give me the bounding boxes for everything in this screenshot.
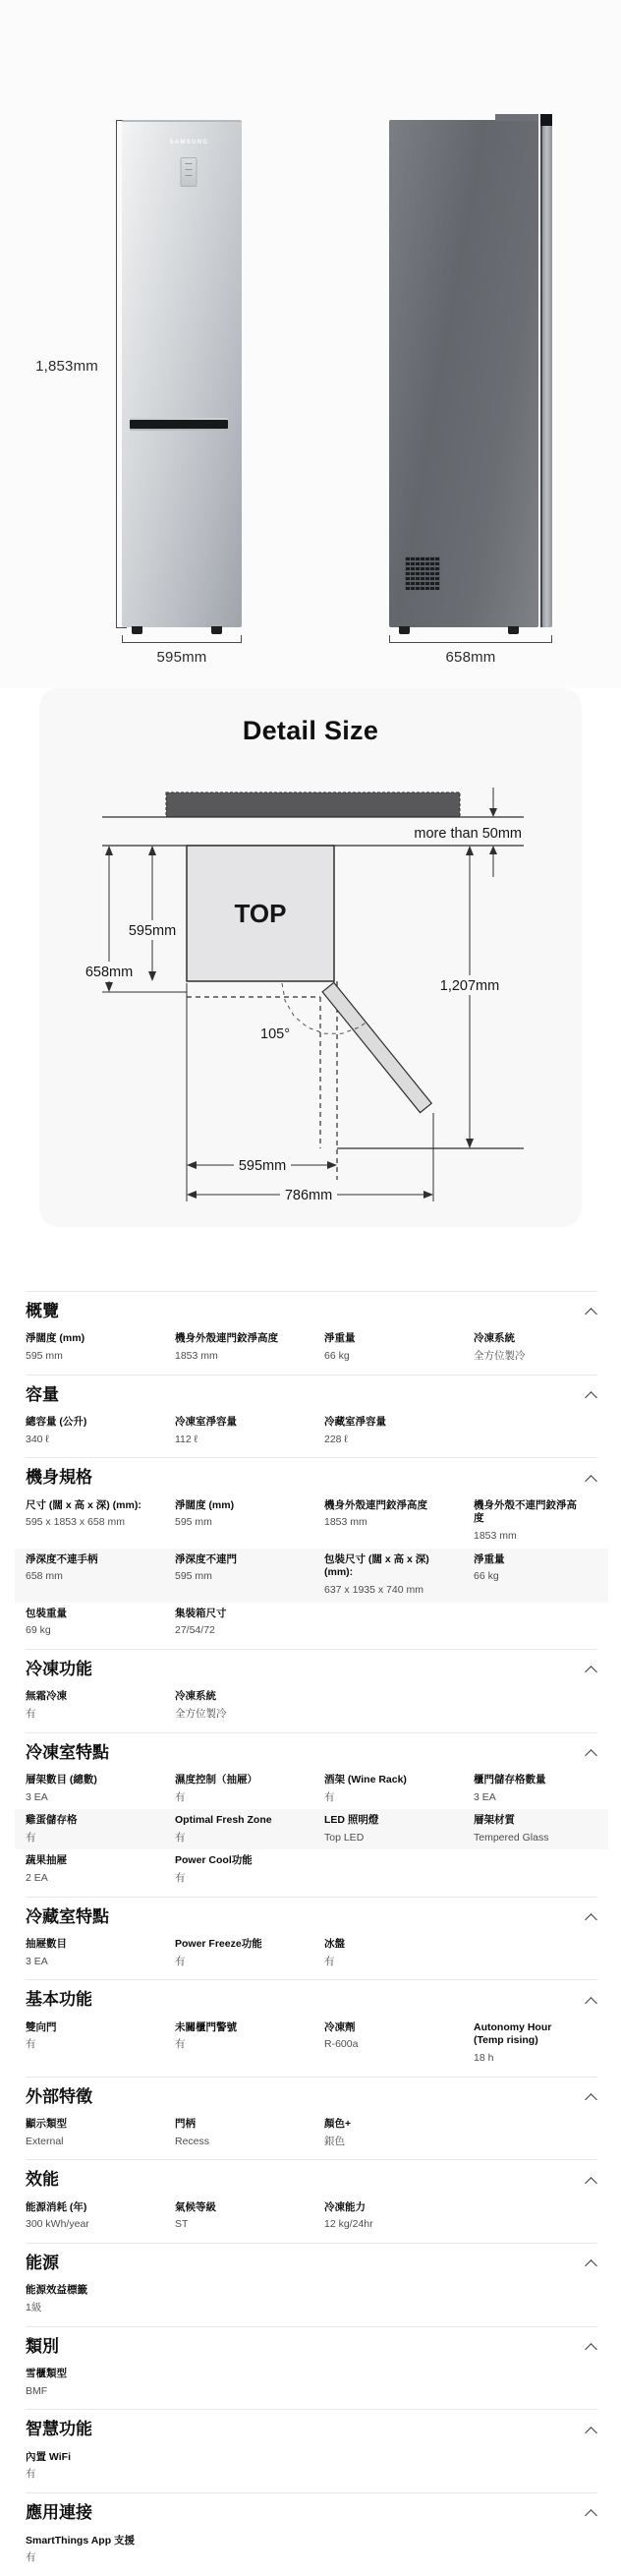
spec-row <box>15 1549 608 1603</box>
spec-row <box>26 1933 597 1973</box>
spec-item-value: 27/54/72 <box>175 1624 215 1637</box>
spec-item-label: Power Cool功能 <box>175 1854 253 1867</box>
chevron-up-icon[interactable] <box>585 2343 597 2356</box>
spec-item-value: 3 EA <box>26 1790 48 1803</box>
spec-item-value: 有 <box>175 1955 186 1967</box>
spec-section-12 <box>26 2492 597 2576</box>
spec-item-value: 有 <box>175 1872 186 1885</box>
spec-item-label: 雪櫃類型 <box>26 2368 67 2380</box>
spec-item <box>175 1608 324 1638</box>
spec-item-label: 雞蛋儲存格 <box>26 1814 78 1827</box>
spec-item-value: 18 h <box>474 2052 494 2065</box>
chevron-up-icon[interactable] <box>585 1308 597 1320</box>
vent-grille <box>405 556 440 590</box>
spec-section-title: 能源 <box>26 2254 59 2273</box>
spec-section-10 <box>26 2326 597 2410</box>
spec-item-value: 有 <box>324 1790 335 1803</box>
chevron-up-icon[interactable] <box>585 2259 597 2272</box>
spec-row <box>26 2017 597 2071</box>
spec-item-value: 有 <box>175 1790 186 1803</box>
spec-section-header[interactable] <box>26 2254 597 2273</box>
spec-row <box>26 2279 597 2319</box>
spec-item-value: 300 kWh/year <box>26 2218 89 2231</box>
spec-section-title: 智慧功能 <box>26 2420 92 2439</box>
spec-item-label: 包裝重量 <box>26 1607 67 1619</box>
door-hinge <box>540 114 552 126</box>
spec-row <box>26 1411 597 1451</box>
product-dimension-hero <box>0 0 621 688</box>
door-angle-label: 105° <box>260 1026 290 1042</box>
spec-row <box>26 2530 597 2570</box>
spec-item-value: 有 <box>175 2038 186 2051</box>
spec-item-value: 有 <box>26 2468 36 2481</box>
spec-section-5 <box>26 1897 597 1980</box>
spec-item-label: 淨深度不連門 <box>175 1552 237 1565</box>
spec-item-value: 1853 mm <box>474 1530 517 1543</box>
spec-item-label: 無霜冷凍 <box>26 1690 67 1703</box>
chevron-up-icon[interactable] <box>585 1666 597 1678</box>
spec-item <box>175 1553 324 1598</box>
spec-item <box>324 1553 474 1598</box>
spec-item-value: 有 <box>26 2038 36 2051</box>
spec-section-title: 應用連接 <box>26 2503 92 2523</box>
spec-section-header[interactable] <box>26 1660 597 1679</box>
spec-section-7 <box>26 2077 597 2160</box>
spec-section-header[interactable] <box>26 2170 597 2190</box>
samsung-logo: SAMSUNG <box>169 140 209 146</box>
spec-item-label: 層架數目 (總數) <box>26 1773 97 1786</box>
open-width-label: 595mm <box>238 1158 287 1174</box>
spec-section-title: 外部特徵 <box>26 2086 92 2106</box>
spec-item-value: Tempered Glass <box>474 1831 549 1844</box>
chevron-up-icon[interactable] <box>585 1749 597 1762</box>
spec-item <box>324 2021 474 2066</box>
spec-item-value: 12 kg/24hr <box>324 2218 373 2231</box>
spec-item-label: 尺寸 (闊 x 高 x 深) (mm): <box>26 1498 141 1511</box>
height-dimension-label: 1,853mm <box>35 358 98 375</box>
spec-item-label: LED 照明燈 <box>324 1814 379 1827</box>
spec-section-header[interactable] <box>26 2503 597 2523</box>
spec-item <box>175 1854 324 1885</box>
spec-item-label: 能源消耗 (年) <box>26 2200 87 2213</box>
spec-item-label: 淨重量 <box>474 1552 505 1565</box>
spec-item-label: 櫃門儲存格數量 <box>474 1773 546 1786</box>
spec-item-value: 有 <box>324 1955 335 1967</box>
spec-item <box>26 2368 175 2398</box>
spec-sections <box>26 1291 597 2576</box>
spec-section-header[interactable] <box>26 1302 597 1321</box>
spec-section-title: 類別 <box>26 2336 59 2356</box>
spec-item <box>474 1774 597 1804</box>
spec-item <box>324 1814 474 1844</box>
wall-bar <box>166 792 460 817</box>
spec-item <box>175 1814 324 1844</box>
hinge-cover <box>495 114 538 121</box>
spec-item-value: 全方位製冷 <box>474 1350 526 1363</box>
chevron-up-icon[interactable] <box>585 2427 597 2439</box>
clearance-label: more than 50mm <box>414 826 522 842</box>
detail-size-title: Detail Size <box>242 716 379 745</box>
installation-dimension-diagram <box>39 688 582 1227</box>
spec-item <box>175 1416 324 1446</box>
spec-item-label: 冷凍劑 <box>324 2020 356 2033</box>
spec-item-value: 69 kg <box>26 1624 51 1637</box>
spec-section-header[interactable] <box>26 1743 597 1763</box>
chevron-up-icon[interactable] <box>585 2177 597 2190</box>
swing-depth-label: 1,207mm <box>439 978 500 994</box>
spec-item <box>474 2021 597 2066</box>
spec-item-label: 淨重量 <box>324 1332 356 1345</box>
chevron-up-icon[interactable] <box>585 1997 597 2010</box>
spec-item <box>175 2118 324 2148</box>
total-width-label: 786mm <box>284 1188 333 1203</box>
spec-item-label: 蔬果抽屜 <box>26 1854 67 1867</box>
spec-item-value: 637 x 1935 x 740 mm <box>324 1583 423 1596</box>
spec-item <box>324 1938 474 1968</box>
spec-section-title: 概覽 <box>26 1302 59 1320</box>
spec-item-value: 銀色 <box>324 2135 345 2147</box>
spec-item-value: 全方位製冷 <box>175 1707 227 1720</box>
spec-item-value: External <box>26 2135 64 2147</box>
spec-item <box>26 2535 175 2565</box>
spec-item-value: 有 <box>26 1831 36 1844</box>
spec-section-header[interactable] <box>26 1907 597 1927</box>
spec-section-2 <box>26 1457 597 1649</box>
spec-section-11 <box>26 2409 597 2492</box>
spec-item <box>175 1938 324 1968</box>
spec-item <box>175 1499 324 1544</box>
chevron-up-icon[interactable] <box>585 1475 597 1488</box>
spec-item-label: 抽屜數目 <box>26 1938 67 1951</box>
spec-item-value: 595 mm <box>175 1516 212 1529</box>
spec-row <box>26 2363 597 2403</box>
spec-item-value: 1級 <box>26 2302 42 2314</box>
depth-658-label: 658mm <box>85 965 134 980</box>
spec-item <box>474 1332 597 1363</box>
spec-item <box>26 2284 175 2314</box>
spec-section-header[interactable] <box>26 1990 597 2010</box>
spec-item-value: 112 ℓ <box>175 1433 198 1445</box>
spec-item-label: 內置 WiFi <box>26 2450 71 2463</box>
spec-item-label: 機身外殼連門鉸淨高度 <box>324 1498 427 1511</box>
spec-item-value: 3 EA <box>474 1790 496 1803</box>
spec-section-header[interactable] <box>26 2087 597 2107</box>
spec-item <box>474 1499 597 1544</box>
fridge-front-view-image <box>122 120 242 627</box>
spec-row <box>26 1327 597 1368</box>
spec-item-value: BMF <box>26 2384 48 2397</box>
spec-item-value: 595 mm <box>175 1570 212 1583</box>
spec-item <box>324 2118 474 2148</box>
top-view-label: TOP <box>234 899 287 928</box>
spec-row <box>15 1809 608 1849</box>
spec-section-header[interactable] <box>26 1385 597 1405</box>
spec-section-title: 效能 <box>26 2170 59 2190</box>
spec-item <box>26 1332 175 1363</box>
spec-item <box>26 2201 175 2232</box>
spec-row <box>26 1603 597 1643</box>
spec-section-3 <box>26 1649 597 1732</box>
spec-item <box>324 1499 474 1544</box>
spec-item <box>324 1416 474 1446</box>
spec-item-label: 濕度控制（抽屜） <box>175 1773 257 1786</box>
spec-item-label: 雙向門 <box>26 2020 57 2033</box>
fridge-side-door-edge <box>540 120 552 627</box>
spec-row <box>26 2113 597 2153</box>
chevron-up-icon[interactable] <box>585 2093 597 2106</box>
fridge-side-view-image <box>389 120 538 627</box>
spec-item-label: 淨闊度 (mm) <box>26 1332 85 1345</box>
depth-dimension-bracket <box>389 635 552 643</box>
spec-item-value: 有 <box>26 1707 36 1720</box>
spec-item <box>26 1774 175 1804</box>
spec-item-label: 氣候等級 <box>175 2200 216 2213</box>
spec-row <box>26 1685 597 1726</box>
spec-item-value: 有 <box>175 1831 186 1844</box>
spec-item-label: SmartThings App 支援 <box>26 2534 136 2547</box>
spec-row <box>26 1494 597 1549</box>
spec-section-4 <box>26 1732 597 1897</box>
spec-item <box>26 1416 175 1446</box>
spec-item-value: ST <box>175 2218 189 2231</box>
spec-item <box>26 2451 175 2482</box>
spec-item <box>474 1814 597 1844</box>
spec-row <box>26 2196 597 2237</box>
spec-item-label: 集裝箱尺寸 <box>175 1607 227 1619</box>
spec-item <box>175 1332 324 1363</box>
spec-item <box>26 1938 175 1968</box>
width-dimension-label: 595mm <box>156 649 207 666</box>
spec-item-value: 658 mm <box>26 1570 63 1583</box>
spec-item-label: 冷凍系統 <box>175 1690 216 1703</box>
spec-section-header[interactable] <box>26 1468 597 1488</box>
spec-section-1 <box>26 1375 597 1458</box>
spec-item-label: 機身外殼不連門鉸淨高度 <box>474 1498 577 1525</box>
spec-item-value: 1853 mm <box>175 1350 218 1363</box>
spec-item-label: Autonomy Hour (Temp rising) <box>474 2020 552 2047</box>
spec-item-label: 能源效益標籤 <box>26 2284 87 2297</box>
spec-section-header[interactable] <box>26 2420 597 2439</box>
fridge-foot <box>132 626 142 634</box>
fridge-door-handle <box>130 420 228 429</box>
spec-item-label: Power Freeze功能 <box>175 1938 262 1951</box>
fridge-foot <box>508 626 519 634</box>
fridge-foot <box>211 626 222 634</box>
spec-section-title: 容量 <box>26 1384 59 1404</box>
spec-row <box>26 1849 597 1890</box>
spec-item-value: 3 EA <box>26 1955 48 1967</box>
spec-item-label: 淨深度不連手柄 <box>26 1552 98 1565</box>
detail-size-card <box>39 688 582 1227</box>
width-dimension-bracket <box>122 635 242 643</box>
spec-item-value: 595 mm <box>26 1350 63 1363</box>
depth-595-label: 595mm <box>128 923 177 939</box>
spec-item <box>474 1553 597 1598</box>
spec-section-header[interactable] <box>26 2337 597 2357</box>
spec-item <box>26 2021 175 2066</box>
chevron-up-icon[interactable] <box>585 1913 597 1926</box>
spec-item <box>175 1774 324 1804</box>
spec-section-title: 基本功能 <box>26 1990 92 2010</box>
spec-row <box>26 1769 597 1809</box>
spec-item <box>175 2021 324 2066</box>
spec-section-title: 冷凍功能 <box>26 1659 92 1678</box>
spec-item-value: 595 x 1853 x 658 mm <box>26 1516 125 1529</box>
fridge-display-panel <box>181 157 198 187</box>
spec-item-value: 66 kg <box>474 1570 499 1583</box>
spec-item-label: 冷凍能力 <box>324 2200 366 2213</box>
fridge-foot <box>399 626 410 634</box>
spec-item-label: 總容量 (公升) <box>26 1416 87 1429</box>
chevron-up-icon[interactable] <box>585 2509 597 2522</box>
spec-item <box>26 1499 175 1544</box>
spec-item-label: 未關櫃門警號 <box>175 2020 237 2033</box>
spec-item-label: 門柄 <box>175 2118 196 2131</box>
spec-section-8 <box>26 2159 597 2243</box>
spec-item-value: 2 EA <box>26 1872 48 1885</box>
spec-section-0 <box>26 1291 597 1375</box>
spec-section-6 <box>26 1979 597 2076</box>
depth-dimension-label: 658mm <box>445 649 496 666</box>
spec-item-value: 有 <box>26 2551 36 2564</box>
spec-section-title: 冷凍室特點 <box>26 1742 109 1762</box>
spec-item-label: Optimal Fresh Zone <box>175 1814 272 1827</box>
spec-item-value: 66 kg <box>324 1350 350 1363</box>
spec-item-label: 冷藏室淨容量 <box>324 1416 386 1429</box>
spec-section-9 <box>26 2243 597 2326</box>
spec-section-title: 機身規格 <box>26 1468 92 1488</box>
spec-item <box>26 1608 175 1638</box>
spec-item-label: 層架材質 <box>474 1814 515 1827</box>
spec-item-value: 340 ℓ <box>26 1433 49 1445</box>
spec-item-label: 機身外殼連門鉸淨高度 <box>175 1332 278 1345</box>
spec-item <box>26 1814 175 1844</box>
open-door <box>322 982 431 1112</box>
spec-item-label: 冰盤 <box>324 1938 345 1951</box>
spec-item <box>26 2118 175 2148</box>
spec-item-label: 淨闊度 (mm) <box>175 1498 235 1511</box>
spec-item-label: 酒架 (Wine Rack) <box>324 1773 407 1786</box>
spec-item <box>26 1854 175 1885</box>
spec-item-label: 包裝尺寸 (闊 x 高 x 深) (mm): <box>324 1552 429 1579</box>
spec-row <box>26 2446 597 2487</box>
spec-item-label: 顏色+ <box>324 2118 352 2131</box>
spec-item-value: R-600a <box>324 2038 359 2051</box>
spec-item <box>175 2201 324 2232</box>
spec-item-value: 1853 mm <box>324 1516 367 1529</box>
spec-item-label: 顯示類型 <box>26 2118 67 2131</box>
spec-item <box>324 2201 474 2232</box>
spec-item <box>324 1774 474 1804</box>
spec-item <box>26 1690 175 1721</box>
spec-item <box>175 1690 324 1721</box>
spec-item-value: Recess <box>175 2135 210 2147</box>
spec-item-label: 冷凍室淨容量 <box>175 1416 237 1429</box>
spec-item <box>324 1332 474 1363</box>
spec-item-value: Top LED <box>324 1831 365 1844</box>
chevron-up-icon[interactable] <box>585 1391 597 1404</box>
spec-section-title: 冷藏室特點 <box>26 1906 109 1926</box>
spec-item-value: 228 ℓ <box>324 1433 348 1445</box>
spec-item <box>26 1553 175 1598</box>
spec-item-label: 冷凍系統 <box>474 1332 515 1345</box>
